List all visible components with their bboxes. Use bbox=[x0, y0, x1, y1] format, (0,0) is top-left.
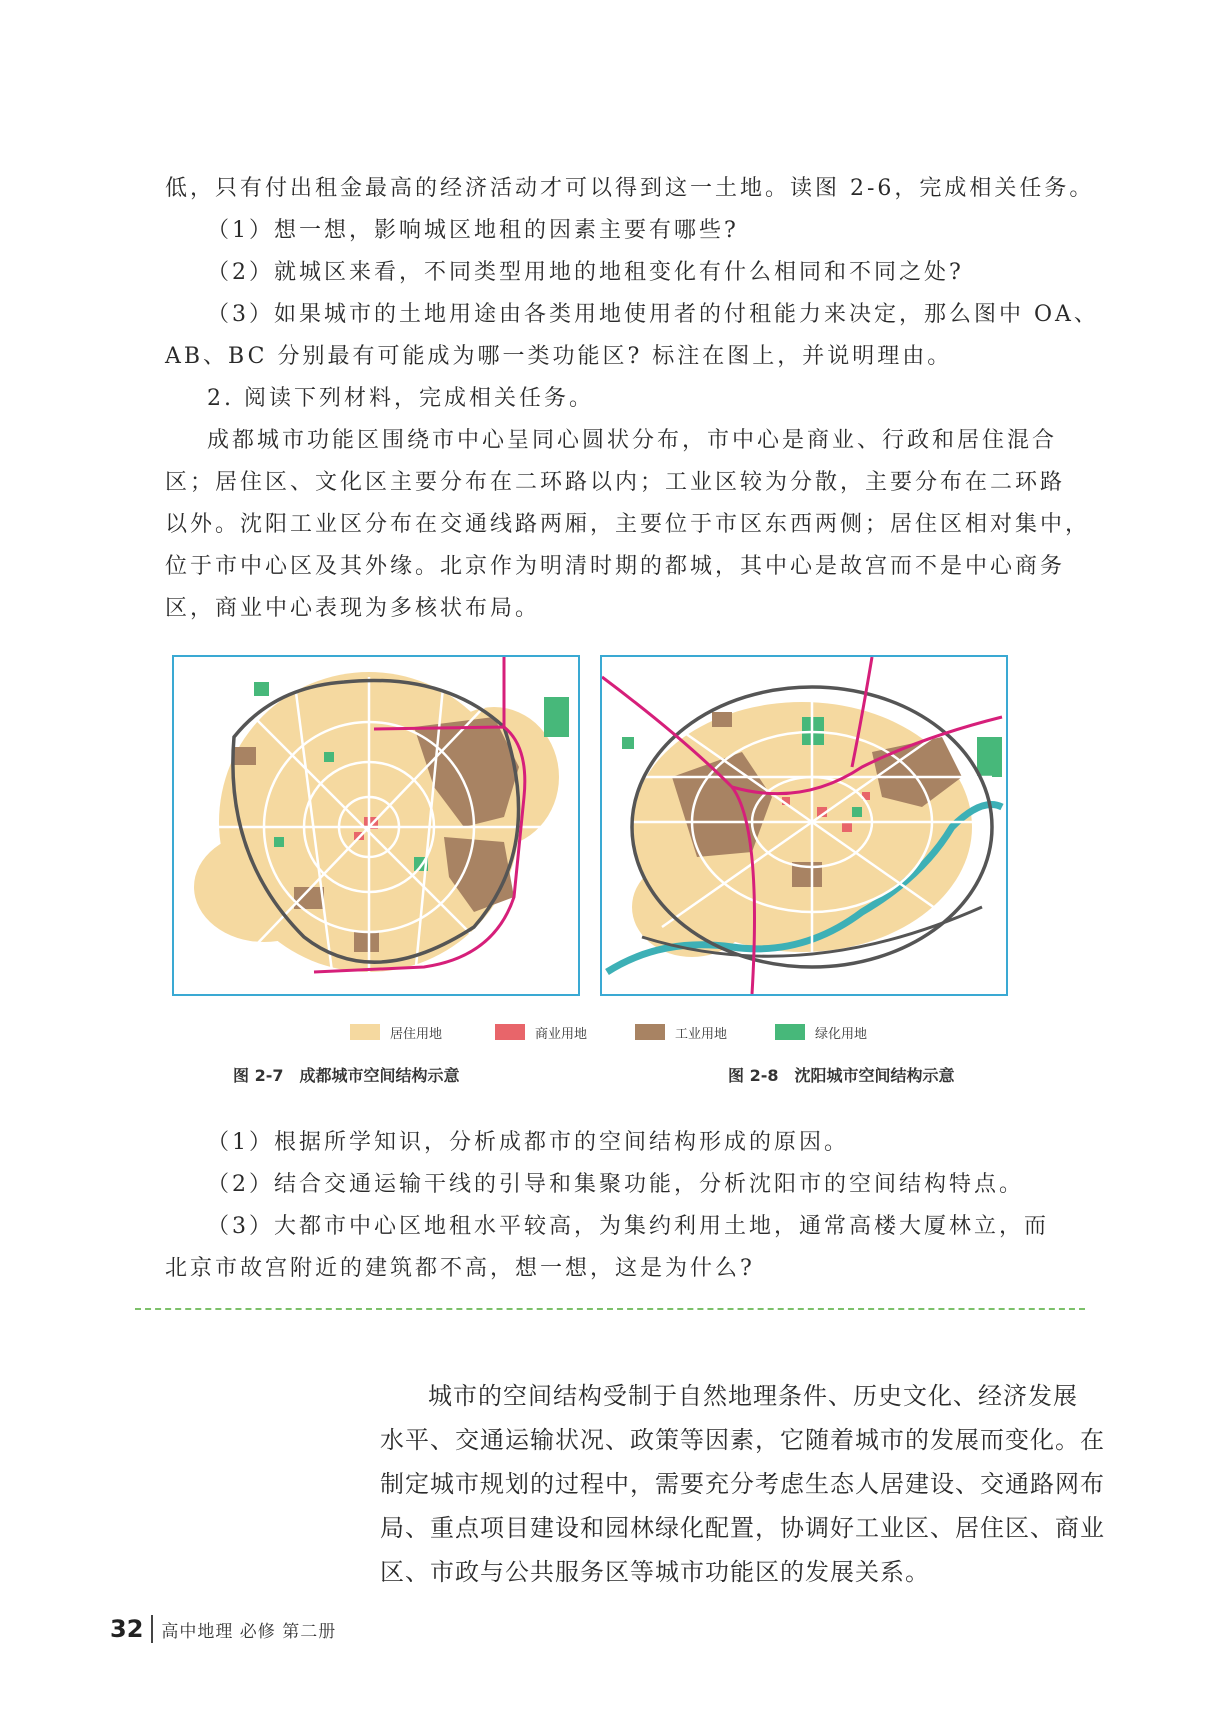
commercial-swatch bbox=[495, 1024, 525, 1040]
question-3: （3）如果城市的土地用途由各类用地使用者的付租能力来决定，那么图中 OA、 bbox=[207, 302, 1099, 327]
followup-question-3: （3）大都市中心区地租水平较高，为集约利用土地，通常高楼大厦林立，而 bbox=[207, 1214, 1049, 1239]
legend-commercial-label: 商业用地 bbox=[535, 1026, 588, 1042]
map-legend bbox=[350, 1020, 910, 1044]
summary-line-3: 制定城市规划的过程中，需要充分考虑生态人居建设、交通路网布 bbox=[380, 1470, 1105, 1498]
section-divider bbox=[135, 1308, 1085, 1310]
material-line-3: 以外。沈阳工业区分布在交通线路两厢，主要位于市区东西两侧；居住区相对集中， bbox=[165, 512, 1091, 537]
green-swatch bbox=[775, 1024, 805, 1040]
material-line-4: 位于市中心区及其外缘。北京作为明清时期的都城，其中心是故宫而不是中心商务 bbox=[165, 554, 1066, 579]
material-line-5: 区，商业中心表现为多核状布局。 bbox=[165, 596, 541, 621]
material-line-1: 成都城市功能区围绕市中心呈同心圆状分布，市中心是商业、行政和居住混合 bbox=[207, 428, 1058, 453]
legend-industrial bbox=[635, 1020, 727, 1044]
shenyang-map bbox=[600, 655, 1008, 996]
summary-line-4: 局、重点项目建设和园林绿化配置，协调好工业区、居住区、商业 bbox=[380, 1514, 1105, 1542]
legend-industrial-label: 工业用地 bbox=[675, 1026, 728, 1042]
followup-question-3-cont: 北京市故宫附近的建筑都不高，想一想，这是为什么? bbox=[165, 1256, 755, 1281]
figure-2-8-caption: 图 2-8 沈阳城市空间结构示意 bbox=[728, 1066, 955, 1085]
residential-swatch bbox=[350, 1024, 380, 1040]
task-2-heading: 2. 阅读下列材料，完成相关任务。 bbox=[207, 386, 594, 411]
summary-line-5: 区、市政与公共服务区等城市功能区的发展关系。 bbox=[380, 1558, 930, 1586]
page-footer bbox=[110, 1612, 336, 1646]
figure-2-7-caption: 图 2-7 成都城市空间结构示意 bbox=[233, 1066, 460, 1085]
followup-question-1: （1）根据所学知识，分析成都市的空间结构形成的原因。 bbox=[207, 1130, 849, 1155]
chengdu-map bbox=[172, 655, 580, 996]
summary-line-1: 城市的空间结构受制于自然地理条件、历史文化、经济发展 bbox=[428, 1382, 1078, 1410]
industrial-swatch bbox=[635, 1024, 665, 1040]
question-3-cont: AB、BC 分别最有可能成为哪一类功能区? 标注在图上，并说明理由。 bbox=[165, 344, 953, 369]
body-line-1: 低，只有付出租金最高的经济活动才可以得到这一土地。读图 2-6，完成相关任务。 bbox=[165, 176, 1095, 201]
legend-residential-label: 居住用地 bbox=[390, 1026, 443, 1042]
book-title: 高中地理 必修 第二册 bbox=[161, 1621, 337, 1642]
question-1: （1）想一想，影响城区地租的因素主要有哪些? bbox=[207, 218, 739, 243]
question-2: （2）就城区来看，不同类型用地的地租变化有什么相同和不同之处? bbox=[207, 260, 964, 285]
legend-commercial bbox=[495, 1020, 587, 1044]
material-line-2: 区；居住区、文化区主要分布在二环路以内；工业区较为分散，主要分布在二环路 bbox=[165, 470, 1066, 495]
followup-question-2: （2）结合交通运输干线的引导和集聚功能，分析沈阳市的空间结构特点。 bbox=[207, 1172, 1024, 1197]
page-number: 32 bbox=[110, 1615, 153, 1643]
summary-line-2: 水平、交通运输状况、政策等因素，它随着城市的发展而变化。在 bbox=[380, 1426, 1105, 1454]
legend-green bbox=[775, 1020, 867, 1044]
legend-residential bbox=[350, 1020, 442, 1044]
legend-green-label: 绿化用地 bbox=[815, 1026, 868, 1042]
